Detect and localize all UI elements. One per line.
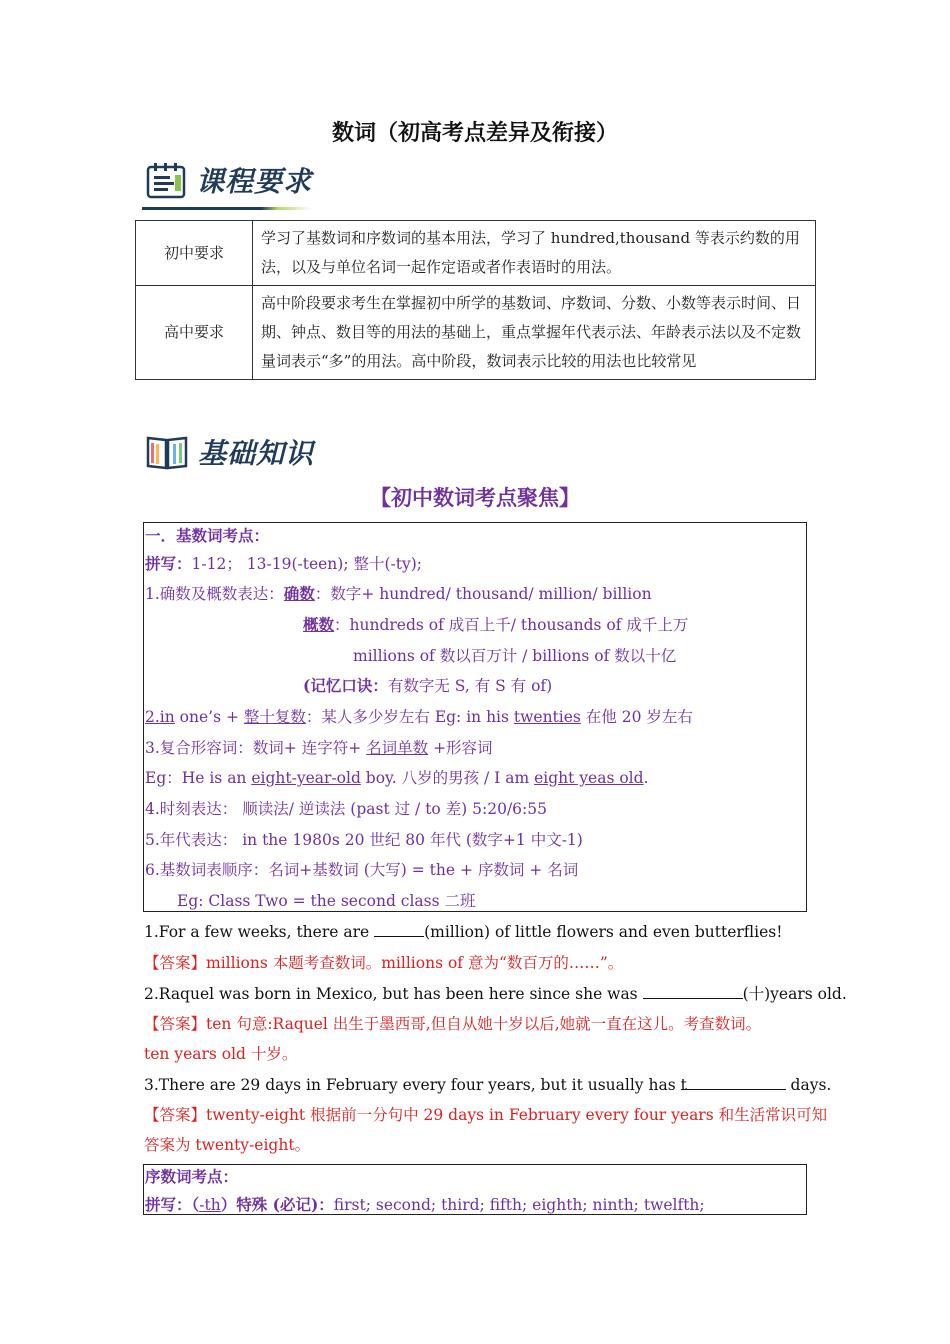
question-2 <box>144 984 847 1004</box>
text-span: twenties <box>513 708 581 726</box>
answer-blank <box>643 984 743 999</box>
answer-blank <box>680 1075 786 1094</box>
spelling-text: first; second; third; fifth; eighth; ninth; twelfth; <box>333 1196 705 1214</box>
table-row <box>136 221 816 286</box>
answer-label: 【答案】 <box>144 954 207 972</box>
question-text: 2.Raquel was born in Mexico, but has been here since she was <box>144 985 643 1003</box>
answer-3-cont: 答案为 twenty-eight。 <box>144 1136 311 1154</box>
answer-1 <box>144 953 623 973</box>
age-line <box>145 707 693 727</box>
text-span: eight-year-old <box>251 769 361 787</box>
question-3 <box>144 1075 831 1095</box>
page-title: 数词（初高考点差异及衔接） <box>331 120 618 146</box>
exact-number-line <box>145 584 652 604</box>
text-span: 整十复数 <box>243 708 306 726</box>
text-span: +形容词 <box>428 739 493 757</box>
row-text: 学习了基数词和序数词的基本用法，学习了 hundred,thousand 等表示约数的用法，以及与单位名词一起作定语或者作表语时的用法。 <box>253 221 816 286</box>
spelling-label: 拼写：（ <box>145 1195 200 1214</box>
mnemonic-label: (记忆口诀： <box>303 676 388 695</box>
mnemonic-line <box>303 676 552 696</box>
blank-hint: t <box>680 1076 687 1094</box>
compound-adj-line <box>145 738 493 758</box>
section-header-basics <box>146 432 314 472</box>
row-text: 高中阶段要求考生在掌握初中所学的基数词、序数词、分数、小数等表示时间、日期、钟点、数目等的用法的基础上，重点掌握年代表示法、年龄表示法以及不定数量词表示“多”的用法。高中阶段，数词表示比较的用法也比较常见 <box>253 286 816 380</box>
spelling-line <box>145 554 422 574</box>
spelling-text: 1-12； 13-19(-teen); 整十(-ty); <box>191 555 423 573</box>
spelling-label: 拼写： <box>145 554 192 573</box>
text-span: -th <box>199 1196 221 1214</box>
text-span: 在他 20 岁左右 <box>580 708 693 726</box>
text-span: one’s + <box>174 708 244 726</box>
order-example-line: Eg: Class Two = the second class 二班 <box>177 892 476 910</box>
order-line: 6.基数词表顺序：名词+基数词 (大写) = the + 序数词 + 名词 <box>145 861 579 879</box>
time-line: 4.时刻表达： 顺读法/ 逆读法 (past 过 / to 差) 5:20/6:55 <box>145 800 547 818</box>
ordinal-spelling-line <box>145 1195 705 1215</box>
text-span: Eg：He is an <box>145 769 252 787</box>
open-book-icon <box>146 434 188 470</box>
question-text: (million) of little flowers and even butterflies! <box>424 923 783 941</box>
decade-line: 5.年代表达： in the 1980s 20 世纪 80 年代 (数字+1 中文-1) <box>145 831 583 849</box>
text-span: ：某人多少岁左右 Eg: in his <box>305 708 514 726</box>
answer-label: 【答案】 <box>144 1015 207 1033</box>
question-text: (十)years old. <box>742 985 847 1003</box>
notebook-icon <box>146 161 186 199</box>
box-heading: 一．基数词考点： <box>145 526 270 545</box>
question-text: days. <box>785 1076 832 1094</box>
approx-number-line <box>303 615 688 635</box>
answer-text: twenty-eight 根据前一分句中 29 days in February every four years 和生活常识可知 <box>206 1106 828 1124</box>
text-span: boy. 八岁的男孩 / I am <box>360 769 535 787</box>
section-title: 基础知识 <box>198 437 315 470</box>
text-span: . <box>643 769 649 787</box>
line-prefix: 1.确数及概数表达： <box>145 585 284 603</box>
approx-number-line-2: millions of 数以百万计 / billions of 数以十亿 <box>353 647 677 665</box>
section-header-requirements <box>146 160 312 200</box>
answer-text: ten 句意:Raquel 出生于墨西哥,但自从她十岁以后,她就一直在这儿。考查数词。 <box>206 1015 762 1033</box>
answer-text: millions 本题考查数词。millions of 意为“数百万的……”。 <box>206 954 624 972</box>
answer-2-cont: ten years old 十岁。 <box>144 1045 298 1063</box>
example-line <box>145 768 649 788</box>
subtitle: 【初中数词考点聚焦】 <box>370 485 580 510</box>
section-underline <box>142 207 312 210</box>
answer-blank <box>374 922 424 937</box>
keyword: 确数 <box>283 584 315 603</box>
line-text: ：hundreds of 成百上千/ thousands of 成千上万 <box>334 616 689 634</box>
row-label: 初中要求 <box>136 221 253 286</box>
answer-label: 【答案】 <box>144 1106 207 1124</box>
mnemonic-text: 有数字无 S, 有 S 有 of) <box>387 677 553 695</box>
question-text: 3.There are 29 days in February every four years, but it usually has <box>144 1076 681 1094</box>
section-title: 课程要求 <box>196 165 313 198</box>
line-text: ：数字+ hundred/ thousand/ million/ billion <box>314 585 652 603</box>
text-span: 名词单数 <box>366 739 429 757</box>
text-span: eight yeas old <box>534 769 644 787</box>
answer-2 <box>144 1014 761 1034</box>
requirements-table <box>135 220 816 380</box>
text-span: ）特殊 (必记)： <box>220 1195 334 1214</box>
text-span: 2.in <box>145 708 175 726</box>
keyword: 概数 <box>303 615 335 634</box>
table-row <box>136 286 816 380</box>
box-heading: 序数词考点： <box>145 1167 239 1186</box>
text-span: 3.复合形容词：数词+ 连字符+ <box>145 739 367 757</box>
question-text: 1.For a few weeks, there are <box>144 923 375 941</box>
question-1 <box>144 922 782 942</box>
row-label: 高中要求 <box>136 286 253 380</box>
answer-3 <box>144 1105 827 1125</box>
